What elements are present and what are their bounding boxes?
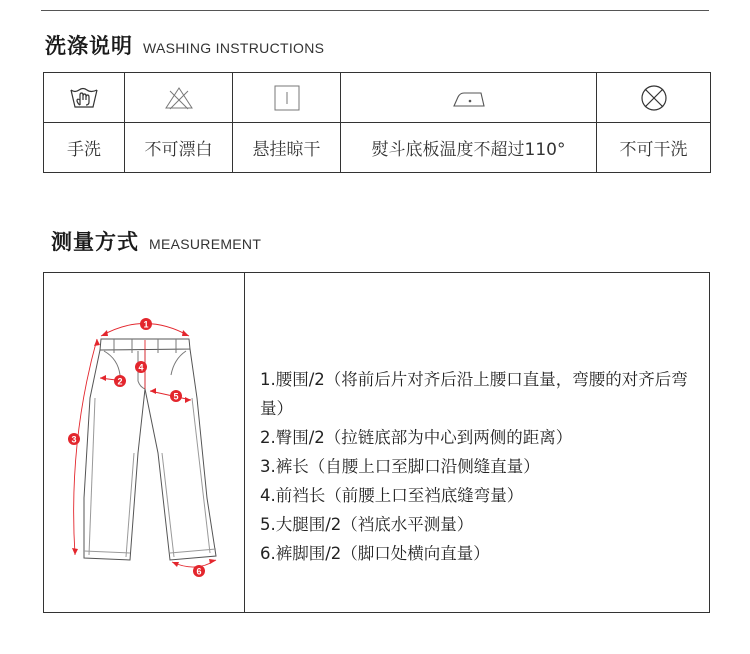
marker-1-label: 1 (143, 319, 149, 330)
washing-title-en: WASHING INSTRUCTIONS (143, 40, 325, 56)
washing-title (45, 30, 324, 60)
marker-3-label: 3 (71, 434, 77, 445)
top-rule (41, 10, 709, 11)
marker-4 (135, 361, 147, 373)
measurement-title (51, 226, 261, 256)
marker-2-label: 2 (117, 376, 123, 387)
no-dry-clean-cell (597, 73, 711, 123)
measurement-item-waist: 1.腰围/2（将前后片对齐后沿上腰口直量，弯腰的对齐后弯量） (260, 370, 688, 418)
hand-wash-icon (69, 85, 99, 111)
measurement-item-thigh: 5.大腿围/2（裆底水平测量） (260, 515, 474, 534)
measurement-divider (244, 273, 245, 612)
line-dry-icon (273, 84, 301, 112)
no-dry-clean-icon (639, 83, 669, 113)
measure-lines (74, 324, 216, 568)
iron-low-label: 熨斗底板温度不超过110° (341, 123, 597, 173)
measurement-item-hem: 6.裤脚围/2（脚口处横向直量） (260, 544, 490, 563)
measurement-item-front-rise: 4.前裆长（前腰上口至裆底缝弯量） (260, 486, 524, 505)
marker-5-label: 5 (173, 391, 179, 402)
washing-title-cn: 洗涤说明 (45, 34, 133, 58)
measurement-item-length: 3.裤长（自腰上口至脚口沿侧缝直量） (260, 457, 540, 476)
no-bleach-label: 不可漂白 (125, 123, 233, 173)
no-dry-clean-label: 不可干洗 (597, 123, 711, 173)
iron-low-icon (451, 86, 487, 110)
measurement-box (43, 272, 710, 613)
hand-wash-cell (44, 73, 125, 123)
hand-wash-label: 手洗 (44, 123, 125, 173)
line-dry-label: 悬挂晾干 (233, 123, 341, 173)
marker-2 (114, 375, 126, 387)
line-dry-cell (233, 73, 341, 123)
no-bleach-cell (125, 73, 233, 123)
washing-table (43, 72, 711, 173)
no-bleach-icon (164, 85, 194, 111)
marker-1 (140, 318, 152, 330)
marker-5 (170, 390, 182, 402)
marker-6 (193, 565, 205, 577)
measurement-list (260, 365, 700, 568)
measurement-title-en: MEASUREMENT (149, 236, 262, 252)
marker-4-label: 4 (138, 362, 144, 373)
marker-6-label: 6 (196, 566, 202, 577)
pants-outline (84, 339, 216, 560)
iron-low-cell (341, 73, 597, 123)
measurement-item-hip: 2.臀围/2（拉链底部为中心到两侧的距离） (260, 428, 573, 447)
pants-diagram (44, 273, 244, 612)
measurement-title-cn: 测量方式 (51, 230, 139, 254)
marker-3 (68, 433, 80, 445)
